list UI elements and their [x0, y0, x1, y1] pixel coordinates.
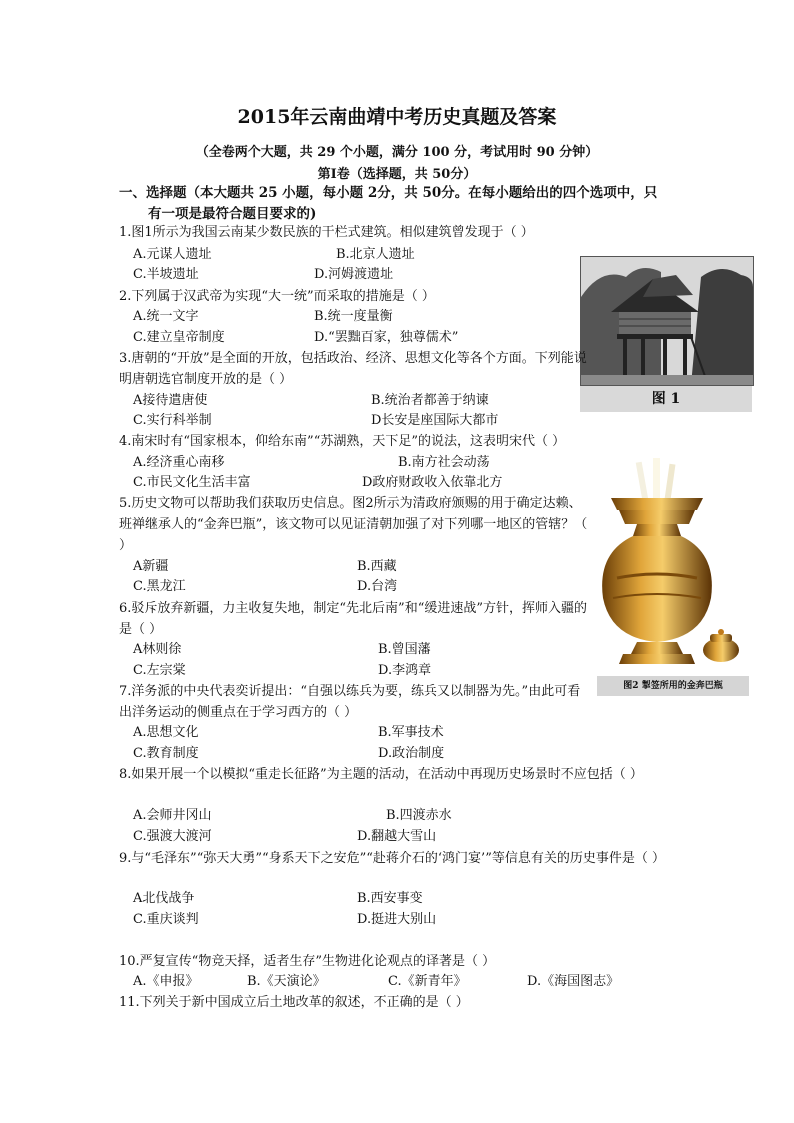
question-4-option-d: D政府财政收入依靠北方: [362, 475, 503, 490]
question-6-option-d: D.李鸿章: [378, 663, 432, 678]
question-3-option-c: C.实行科举制: [133, 413, 212, 428]
question-10-option-a: A.《申报》: [133, 974, 199, 989]
volume-heading: 第Ⅰ卷（选择题，共 50分）: [317, 167, 477, 182]
question-10-option-d: D.《海国图志》: [527, 974, 620, 989]
page-title: 2015年云南曲靖中考历史真题及答案: [237, 106, 557, 128]
exam-subtitle: （全卷两个大题，共 29 个小题，满分 100 分，考试用时 90 分钟）: [195, 145, 599, 160]
question-1-option-c: C.半坡遗址: [133, 267, 199, 282]
question-1-option-b: B.北京人遗址: [336, 247, 415, 262]
question-7-option-b: B.军事技术: [378, 725, 444, 740]
question-7-option-d: D.政治制度: [378, 746, 445, 761]
golden-urn-illustration: [597, 458, 747, 673]
question-6-stem: 6.驳斥放弃新疆，力主收复失地，制定“先北后南”和“缓进速战”方针，挥师入疆的是（ ）: [119, 601, 587, 637]
question-6-option-b: B.曾国藩: [378, 642, 431, 657]
figure-1-stilt-house: [580, 256, 754, 386]
section-heading-line1: 一、选择题（本大题共 25 小题，每小题 2分，共 50分。在每小题给出的四个选项中，只: [119, 185, 658, 201]
question-10-option-c: C.《新青年》: [388, 974, 467, 989]
question-10-stem: 10.严复宣传“物竞天择，适者生存”生物进化论观点的译著是（ ）: [119, 954, 496, 969]
question-8-option-b: B.四渡赤水: [386, 808, 452, 823]
question-5-stem: 5.历史文物可以帮助我们获取历史信息。图2所示为清政府颁赐的用于确定达赖、班禅继承人的“金奔巴瓶”，该文物可以见证清朝加强了对下列哪一地区的管辖？（ ）: [119, 496, 588, 553]
question-2-option-d: D.“罢黜百家，独尊儒术”: [314, 330, 459, 345]
figure-2-golden-urn: [597, 458, 747, 673]
question-1-option-a: A.元谋人遗址: [133, 247, 212, 262]
question-3-option-a: A接待遣唐使: [133, 393, 208, 408]
question-5-option-b: B.西藏: [357, 559, 397, 574]
question-9-option-a: A北伐战争: [133, 891, 195, 906]
question-7-stem: 7.洋务派的中央代表奕䜣提出：“自强以练兵为要，练兵又以制器为先。”由此可看出洋务运动的侧重点在于学习西方的（ ）: [119, 684, 581, 720]
question-3-stem: 3.唐朝的“开放”是全面的开放，包括政治、经济、思想文化等各个方面。下列能说明唐朝选官制度开放的是（ ）: [119, 351, 587, 387]
question-3-option-b: B.统治者都善于纳谏: [371, 393, 489, 408]
question-6-option-c: C.左宗棠: [133, 663, 186, 678]
question-5-option-a: A新疆: [133, 559, 169, 574]
question-8-stem: 8.如果开展一个以模拟“重走长征路”为主题的活动，在活动中再现历史场景时不应包括（ ）: [119, 767, 643, 782]
question-2-option-a: A.统一文字: [133, 309, 199, 324]
question-5-option-d: D.台湾: [357, 579, 398, 594]
question-9-option-b: B.西安事变: [357, 891, 423, 906]
question-2-stem: 2.下列属于汉武帝为实现“大一统”而采取的措施是（ ）: [119, 289, 435, 304]
section-heading: [119, 183, 679, 225]
question-8-option-d: D.翻越大雪山: [357, 829, 437, 844]
question-4-stem: 4.南宋时有“国家根本，仰给东南”“苏湖熟，天下足”的说法，这表明宋代（ ）: [119, 434, 566, 449]
question-7-option-a: A.思想文化: [133, 725, 199, 740]
question-7-option-c: C.教育制度: [133, 746, 199, 761]
section-heading-line2: 有一项是最符合题目要求的): [148, 206, 317, 222]
question-8-option-c: C.强渡大渡河: [133, 829, 212, 844]
question-6-option-a: A林则徐: [133, 642, 182, 657]
question-8-option-a: A.会师井冈山: [133, 808, 212, 823]
question-10-option-b: B.《天演论》: [247, 974, 326, 989]
question-4-option-a: A.经济重心南移: [133, 455, 225, 470]
question-9-option-d: D.挺进大别山: [357, 912, 437, 927]
question-9-stem: 9.与“毛泽东”“弥天大勇”“身系天下之安危”“赴蒋介石的‘鸿门宴’”等信息有关的历史事件是（ ）: [119, 851, 665, 866]
question-11-stem: 11.下列关于新中国成立后土地改革的叙述，不正确的是（ ）: [119, 995, 469, 1010]
question-2-option-c: C.建立皇帝制度: [133, 330, 225, 345]
question-2-option-b: B.统一度量衡: [314, 309, 393, 324]
figure-1-caption: 图 1: [580, 386, 752, 412]
question-1-option-d: D.河姆渡遗址: [314, 267, 394, 282]
question-9-option-c: C.重庆谈判: [133, 912, 199, 927]
figure-2-caption: 图2 掣签所用的金奔巴瓶: [597, 676, 749, 696]
question-3-option-d: D长安是座国际大都市: [371, 413, 499, 428]
question-5-option-c: C.黑龙江: [133, 579, 186, 594]
question-4-option-c: C.市民文化生活丰富: [133, 475, 251, 490]
stilt-house-illustration: [581, 257, 753, 385]
question-1-stem: 1.图1所示为我国云南某少数民族的干栏式建筑。相似建筑曾发现于（ ）: [119, 225, 534, 240]
question-4-option-b: B.南方社会动荡: [398, 455, 490, 470]
